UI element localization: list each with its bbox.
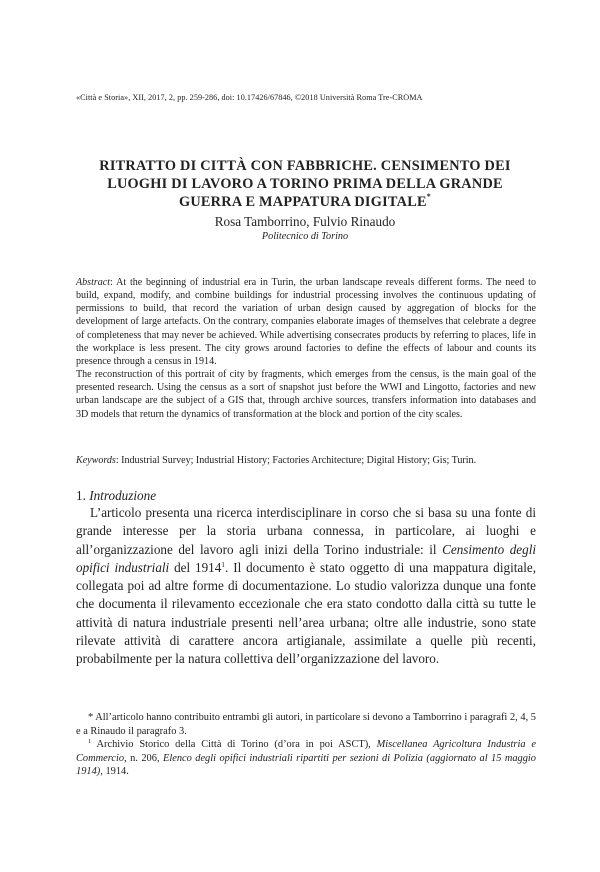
authors: Rosa Tamborrino, Fulvio Rinaudo <box>214 214 396 229</box>
footnote-1-text-1: Archivio Storico della Città di Torino (d’ora in poi ASCT), <box>91 739 377 751</box>
body-text-2: del 1914 <box>169 559 222 575</box>
keywords-label: Keywords <box>76 455 116 466</box>
keywords <box>76 454 536 467</box>
footnote-1-text-2: , n. 206, <box>124 752 163 764</box>
footnote-1-italic-2: Elenco degli opifici industriali ripartiti per sezioni di Polizia (aggiornato al 15 maggio 1914) <box>76 752 536 778</box>
footnote-1-italic-1: Miscellanea Agricoltura Industria e Commercio <box>76 739 536 764</box>
footnotes <box>76 711 536 779</box>
section-heading <box>76 488 156 504</box>
article-title <box>80 157 530 211</box>
abstract-text-2: The reconstruction of this portrait of city by fragments, which emerges from the census, is the main goal of the presented research. Using the census as a sort of snapshot just before the WWI and Lingotto, factories and new urban landscape are the subject of a GIS that, through archive sources, transfers information into databases and 3D models that return the dynamics of transformation at the block and portion of the city scales. <box>76 369 536 420</box>
body-text-1: L’articolo presenta una ricerca interdisciplinare in corso che si basa su una fonte di grande interesse per la storia urbana connessa, in particolare, ai luoghi e all’organizzazione del lavoro agli inizi della Torino industriale: il <box>76 505 536 557</box>
footnote-1-text-3: , 1914. <box>100 766 129 778</box>
running-head: «Città e Storia», XII, 2017, 2, pp. 259-286, doi: 10.17426/67846, ©2018 Università Roma Tre-CROMA <box>76 93 423 102</box>
footnote-1 <box>76 738 536 779</box>
body-italic-title: Censimento degli opifici industriali <box>76 541 536 575</box>
body-paragraph <box>76 504 536 669</box>
footnote-star: * All’articolo hanno contribuito entrambi gli autori, in particolare si devono a Tamborrino i paragrafi 2, 4, 5 e a Rinaudo il paragrafo 3. <box>76 712 536 737</box>
article-title-text: RITRATTO DI CITTÀ CON FABBRICHE. CENSIMENTO DEI LUOGHI DI LAVORO A TORINO PRIMA DELLA GRANDE GUERRA E MAPPATURA DIGITALE <box>99 158 511 210</box>
title-footnote-mark[interactable]: * <box>426 192 432 201</box>
body-text-3: . Il documento è stato oggetto di una mappatura digitale, collegata poi ad altre forme di documentazione. Lo studio valorizza dunque una fonte che documenta il rilevamento eccezionale che era stato condotto dalla città su tutte le attività di natura industriale presenti nell’area urbana; oltre alle industrie, sono state rilevate attività di carattere ancora artigianale, assimilate a quelle più recenti, probabilmente per la natura collettiva dell’organizzazione del lavoro. <box>76 559 536 667</box>
section-number: 1. <box>76 488 86 503</box>
abstract-label: Abstract <box>76 277 111 288</box>
footnote-1-mark: 1 <box>88 738 92 746</box>
section-title: Introduzione <box>89 488 157 503</box>
abstract <box>76 276 536 421</box>
abstract-text: : At the beginning of industrial era in Turin, the urban landscape reveals different forms. The need to build, expand, modify, and combine buildings for industrial processing involves the continuous updating of permissions to build, that record the variation of urban design caused by aggregation of blocks for the development of large artefacts. On the contrary, companies elaborate images of themselves that celebrate a degree of completeness that may never be achieved. While advertising consecrates products by referring to places, life in the workplace is less present. The city grows around factories to define the effects of labour and counts its presence through a census in 1914. <box>76 277 536 367</box>
affiliation: Politecnico di Torino <box>261 231 349 242</box>
title-block <box>80 157 530 243</box>
keywords-text: : Industrial Survey; Industrial History; Factories Architecture; Digital History; Gis; Turin. <box>115 455 477 466</box>
footnote-ref-1[interactable]: 1 <box>221 559 226 569</box>
